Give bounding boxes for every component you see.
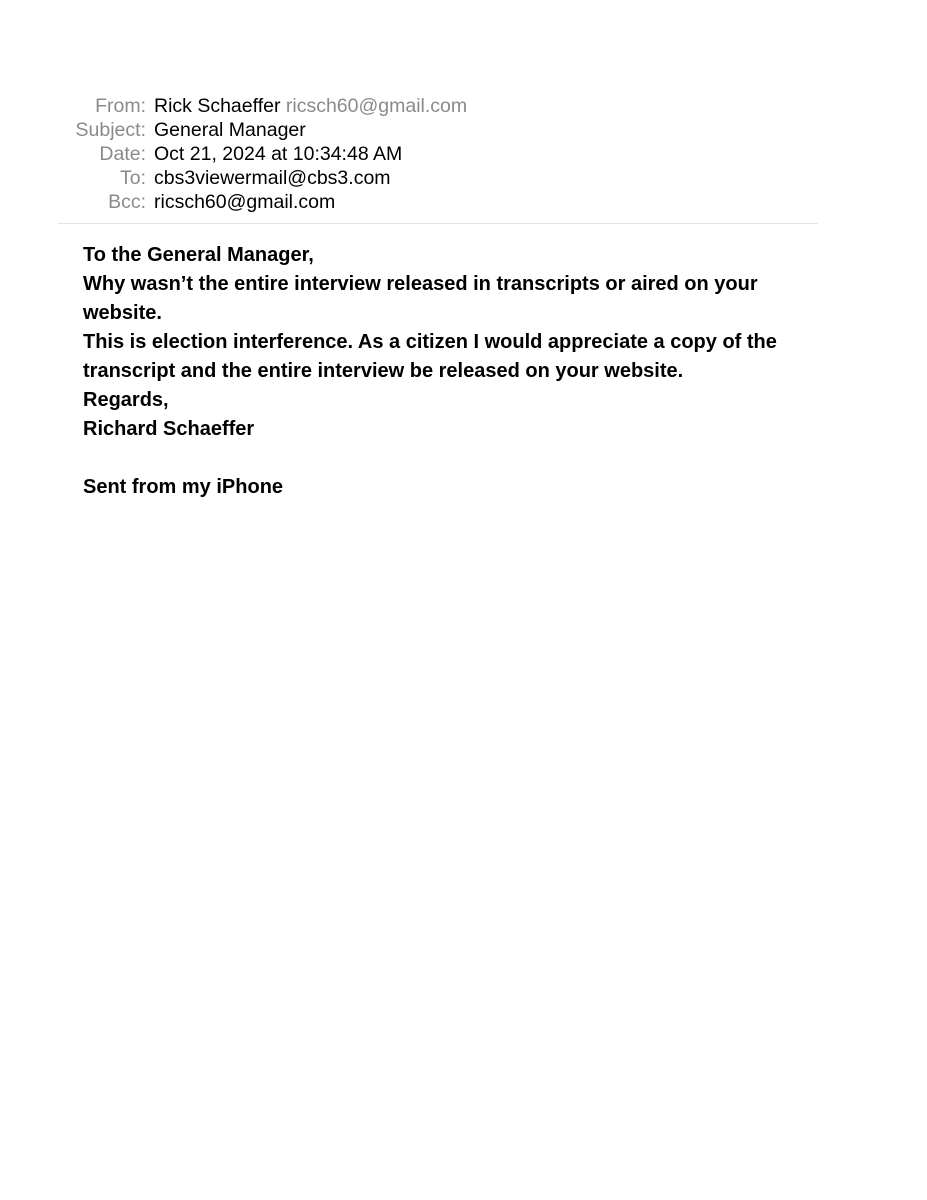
header-divider: [58, 223, 818, 224]
from-label: From:: [95, 95, 146, 117]
email-header: [58, 94, 818, 214]
body-paragraph-1: Why wasn’t the entire interview released in transcripts or aired on your website.: [83, 273, 758, 324]
signature: Richard Schaeffer: [83, 418, 255, 440]
email-body: [83, 241, 803, 502]
blank-line: [83, 444, 803, 473]
from-value: [154, 94, 467, 118]
sender-name: Rick Schaeffer: [154, 95, 281, 117]
date-value: Oct 21, 2024 at 10:34:48 AM: [154, 143, 403, 165]
sender-email[interactable]: ricsch60@gmail.com: [285, 95, 468, 117]
bcc-label: Bcc:: [108, 191, 146, 213]
subject-row: [58, 118, 818, 142]
body-paragraph-2: This is election interference. As a citizen I would appreciate a copy of the transcript and the entire interview be released on your website.: [83, 331, 777, 382]
date-label: Date:: [99, 143, 146, 165]
bcc-row: [58, 190, 818, 214]
subject-value: General Manager: [154, 119, 306, 141]
subject-label: Subject:: [75, 119, 146, 141]
date-row: [58, 142, 818, 166]
mail-footer: Sent from my iPhone: [83, 476, 284, 498]
to-label: To:: [119, 167, 146, 189]
from-row: [58, 94, 818, 118]
bcc-recipient[interactable]: ricsch60@gmail.com: [154, 191, 336, 213]
to-row: [58, 166, 818, 190]
to-recipient[interactable]: cbs3viewermail@cbs3.com: [154, 167, 391, 189]
greeting: To the General Manager,: [83, 244, 314, 266]
closing: Regards,: [83, 389, 169, 411]
